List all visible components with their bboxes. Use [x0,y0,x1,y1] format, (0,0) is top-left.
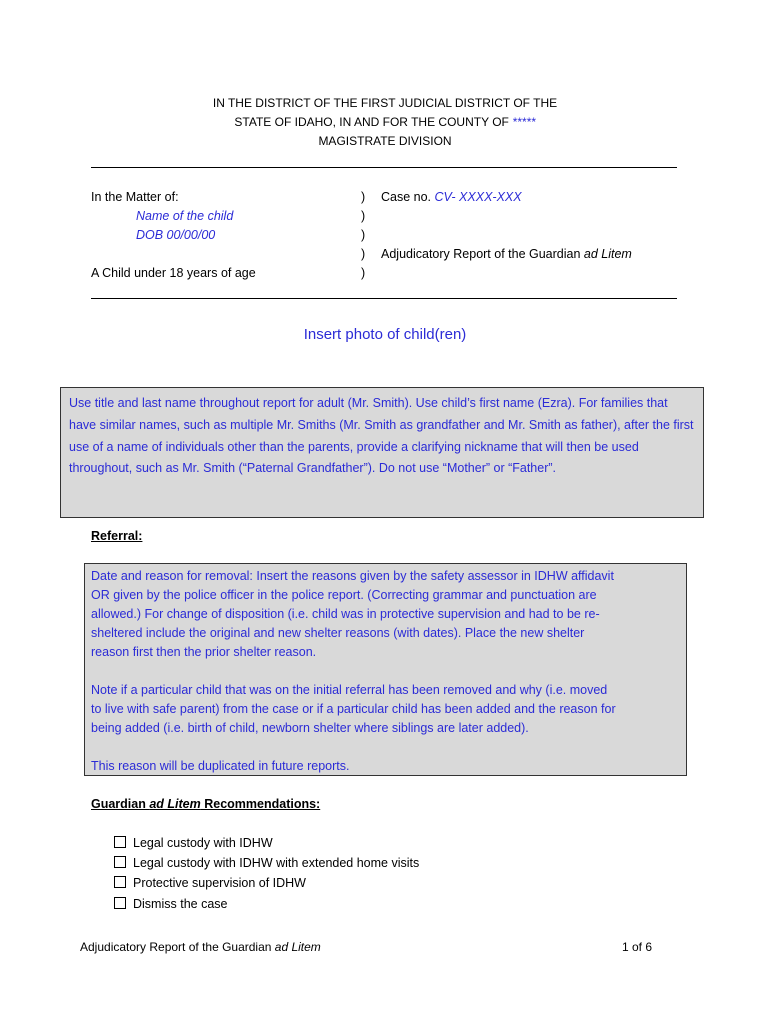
referral-line: Note if a particular child that was on the initial referral has been removed and why (i.e. moved [91,683,608,697]
caption-paren: ) [361,247,366,261]
child-name-field[interactable]: Name of the child [136,209,234,223]
footer-title [80,939,321,956]
page-number: 1 of 6 [622,940,653,954]
photo-placeholder[interactable]: Insert photo of child(ren) [303,326,467,343]
referral-heading: Referral: [91,529,143,543]
referral-line: to live with safe parent) from the case or if a particular child has been added and the reason for [91,702,616,716]
checkbox[interactable] [114,876,126,888]
referral-paragraph-2 [91,681,680,738]
court-header-line1: IN THE DISTRICT OF THE FIRST JUDICIAL DISTRICT OF THE [212,96,558,110]
court-state-text: STATE OF IDAHO, IN AND FOR THE COUNTY OF [234,115,513,129]
referral-line: reason first then the prior shelter reason. [91,645,317,659]
case-label: Case no. [381,190,435,204]
header-divider [91,167,677,168]
caption-paren: ) [361,190,366,204]
rec-heading-italic: ad Litem [149,797,201,811]
footer-title-italic: ad Litem [274,940,321,954]
county-placeholder[interactable]: ***** [512,115,536,129]
referral-paragraph-3: This reason will be duplicated in future reports. [91,759,350,773]
checkbox[interactable] [114,897,126,909]
referral-line: Date and reason for removal: Insert the reasons given by the safety assessor in IDHW affidavit [91,569,614,583]
court-header-line3: MAGISTRATE DIVISION [318,134,452,148]
option-label: Legal custody with IDHW with extended home visits [133,856,420,870]
referral-line: sheltered include the original and new shelter reasons (with dates). Place the new shelter [91,626,585,640]
case-number-field[interactable]: CV- XXXX-XXX [434,190,522,204]
report-title [381,245,632,264]
caption-divider [91,298,677,299]
option-protective-supervision[interactable] [114,874,306,893]
option-legal-custody[interactable] [114,834,273,853]
court-header-line2 [0,113,770,132]
report-title-text: Adjudicatory Report of the Guardian [381,247,584,261]
referral-line: OR given by the police officer in the police report. (Correcting grammar and punctuation are [91,588,597,602]
rec-heading-prefix: Guardian [91,797,150,811]
rec-heading-suffix: Recommendations: [200,797,321,811]
option-dismiss-case[interactable] [114,895,227,914]
option-label: Dismiss the case [133,897,228,911]
footer-title-text: Adjudicatory Report of the Guardian [80,940,275,954]
option-label: Legal custody with IDHW [133,836,273,850]
option-legal-custody-home-visits[interactable] [114,854,419,873]
dob-field[interactable]: DOB 00/00/00 [136,228,216,242]
option-label: Protective supervision of IDHW [133,876,306,890]
case-number [381,188,522,207]
recommendations-heading [91,795,320,814]
caption-paren: ) [361,228,366,242]
referral-line: being added (i.e. birth of child, newborn shelter where siblings are later added). [91,721,529,735]
instructions-box [60,387,704,518]
checkbox[interactable] [114,836,126,848]
referral-paragraph-1 [91,567,680,662]
child-description: A Child under 18 years of age [91,266,256,280]
caption-paren: ) [361,266,366,280]
instructions-text: Use title and last name throughout report for adult (Mr. Smith). Use child’s first name (Ezra). For families that have similar names, such as multiple Mr. Smiths (Mr. Smith as grandfather and Mr. Smith as father), after the first use of a name of individuals other than the parents, provide a clarifying nickname that will then be used throughout, such as Mr. Smith (“Paternal Grandfather”). Do not use “Mother” or “Father”. [69,396,694,476]
caption-paren: ) [361,209,366,223]
matter-label: In the Matter of: [91,190,179,204]
referral-line: allowed.) For change of disposition (i.e. child was in protective supervision and had to be re- [91,607,600,621]
referral-box[interactable] [84,563,687,776]
report-title-italic: ad Litem [583,247,632,261]
checkbox[interactable] [114,856,126,868]
